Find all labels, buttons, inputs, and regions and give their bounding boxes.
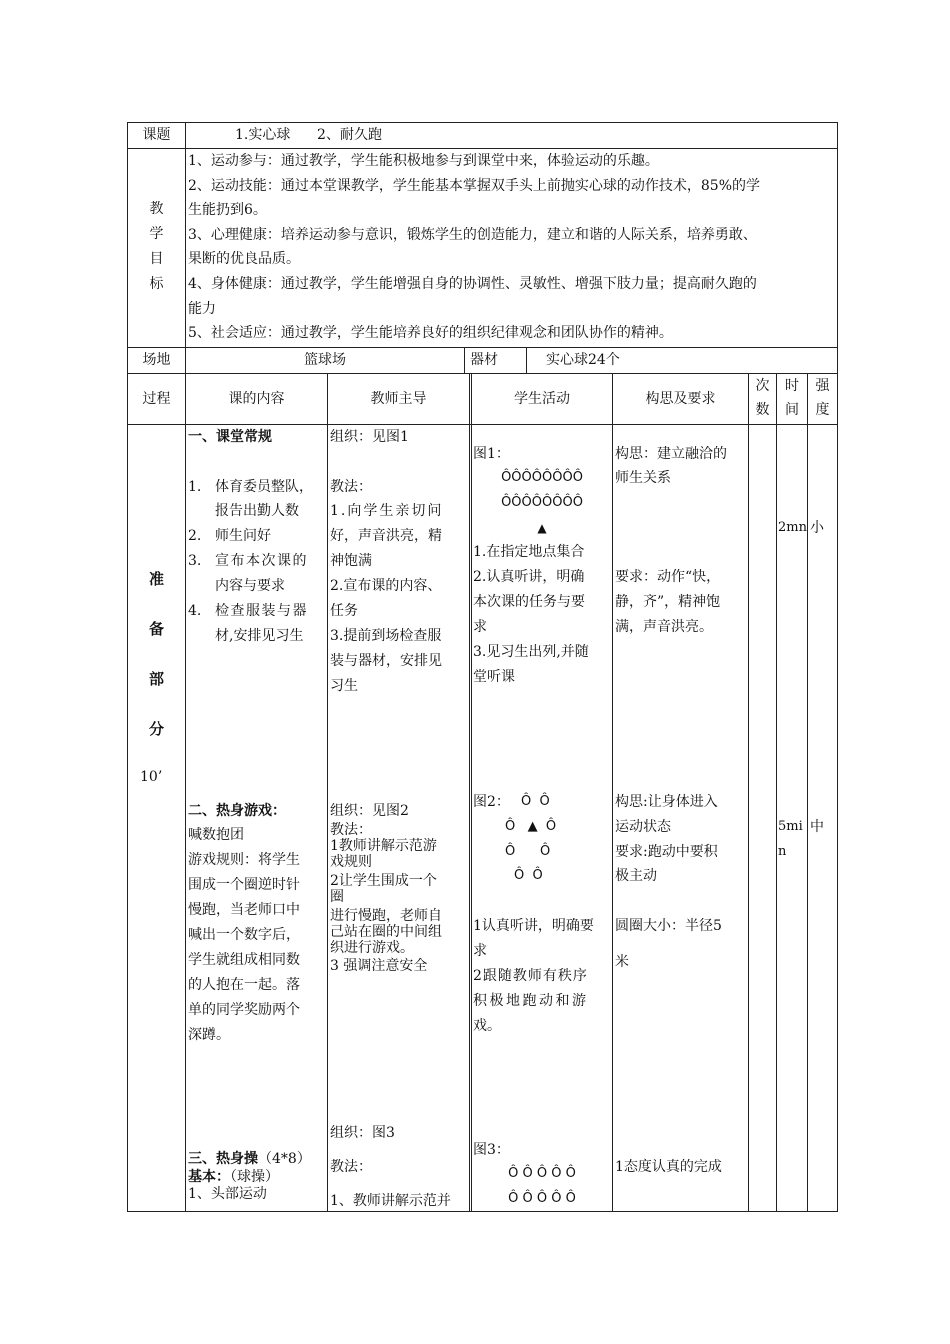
- equipment-label: 器材: [470, 352, 498, 368]
- topic-label: 课题: [142, 127, 171, 143]
- col-process: 过程: [142, 391, 171, 407]
- section-char: 备: [148, 620, 164, 638]
- goal-line: 1、运动参与：通过教学，学生能积极地参与到课堂中来，体验运动的乐趣。: [188, 153, 659, 169]
- part2-body-line: 深蹲。: [188, 1027, 230, 1043]
- part1-item-num: 1.: [188, 479, 202, 495]
- part2-teacher-line: 教法：: [330, 822, 372, 838]
- col-duration-2: 间: [785, 402, 799, 418]
- part1-student-line: 本次课的任务与要: [473, 594, 585, 610]
- part2-title: 二、热身游戏：: [188, 803, 286, 819]
- part2-body-line: 的人抱在一起。落: [188, 977, 300, 993]
- part2-body-line: 喊出一个数字后，: [188, 927, 300, 943]
- part3-item: 1、头部运动: [188, 1186, 267, 1202]
- col-intensity-2: 度: [815, 402, 830, 418]
- part1-teacher-line: 2.宣布课的内容、: [330, 578, 442, 594]
- part2-teacher-line: 进行慢跑，老师自: [330, 908, 442, 924]
- goal-line: 4、身体健康：通过教学，学生能增强自身的协调性、灵敏性、增强下肢力量；提高耐久跑的: [188, 275, 757, 292]
- part2-student-line: 戏。: [473, 1018, 501, 1034]
- part1-requirement-line: 满，声音洪亮。: [615, 619, 713, 635]
- table-line: [748, 373, 749, 1212]
- goal-line: 5、社会适应：通过教学，学生能培养良好的组织纪律观念和团队协作的精神。: [188, 325, 673, 342]
- goals-text: [188, 151, 836, 348]
- part1-intensity: 小: [810, 520, 824, 536]
- part2-body-line: 单的同学奖励两个: [188, 1002, 300, 1018]
- part3-idea: 1态度认真的完成: [615, 1159, 722, 1175]
- part1-teacher-line: 教法：: [330, 479, 372, 495]
- part1-teacher-line: 任务: [330, 603, 358, 619]
- venue-label: 场地: [142, 352, 171, 368]
- figure2-row: Ô Ô: [521, 794, 550, 809]
- table-line: [837, 122, 838, 1212]
- part1-student-line: 3.见习生出列,并随: [473, 644, 589, 660]
- goals-label-char: 学: [149, 226, 164, 242]
- part1-item-num: 3.: [188, 553, 202, 569]
- part1-item-text: 材,安排见习生: [215, 628, 304, 644]
- part1-item-text: 检查服装与器: [215, 603, 308, 619]
- part3-teacher-org: 组织：图3: [330, 1125, 395, 1141]
- part3-basic-extra: （球操）: [230, 1169, 279, 1185]
- part2-body-line: 慢跑，当老师口中: [188, 902, 300, 918]
- part1-teacher-line: 神饱满: [330, 553, 372, 569]
- table-line: [327, 373, 328, 1212]
- part1-teacher-line: 组织：见图1: [330, 429, 409, 445]
- equipment-value: 实心球24个: [546, 352, 620, 368]
- part3-basic: [188, 1169, 279, 1185]
- part1-item-num: 4.: [188, 603, 202, 619]
- col-content: 课的内容: [228, 391, 285, 407]
- part1-teacher-line: 习生: [330, 678, 358, 694]
- part2-teacher-line: 圈: [330, 889, 344, 905]
- part2-circle-line: 圆圈大小：半径5: [615, 918, 722, 934]
- part1-teacher-line: 3.提前到场检查服: [330, 628, 442, 644]
- col-intensity-1: 强: [815, 378, 830, 394]
- goal-line: 能力: [188, 300, 216, 317]
- goals-label-char: 目: [149, 251, 164, 267]
- part1-requirement-line: 静，齐”，精神饱: [615, 594, 721, 610]
- col-teacher: 教师主导: [370, 391, 427, 407]
- col-times-2: 数: [755, 402, 770, 418]
- goal-line: 3、心理健康：培养运动参与意识，锻炼学生的创造能力，建立和谐的人际关系，培养勇敢、: [188, 226, 757, 243]
- part1-student-line: 求: [473, 619, 487, 635]
- part2-idea-line: 运动状态: [615, 819, 671, 835]
- part2-idea-line: 极主动: [615, 868, 657, 884]
- section-char: 准: [148, 570, 164, 588]
- part2-teacher-line: 1教师讲解示范游: [330, 838, 437, 854]
- part2-idea-line: 构思:让身体进入: [615, 794, 718, 810]
- topic-value: 1.实心球 2、耐久跑: [235, 127, 382, 143]
- part2-student-line: 积极地跑动和游: [473, 993, 589, 1009]
- goals-label-char: 教: [149, 201, 164, 217]
- table-line: [185, 373, 186, 1212]
- part1-teacher-line: 装与器材，安排见: [330, 653, 442, 669]
- table-line: [127, 1211, 838, 1212]
- figure3-row: Ô Ô Ô Ô Ô: [508, 1166, 576, 1181]
- part2-student-line: 1认真听讲，明确要: [473, 918, 594, 934]
- part1-teacher-line: 好，声音洪亮，精: [330, 528, 442, 544]
- figure1-row: ÔÔÔÔÔÔÔÔ: [501, 470, 583, 485]
- part2-teacher-line: 3 强调注意安全: [330, 958, 428, 974]
- part3-title-main: 三、热身操: [188, 1151, 258, 1167]
- part2-duration: 5mi: [778, 819, 803, 834]
- venue-value: 篮球场: [304, 352, 346, 368]
- table-line: [526, 347, 527, 374]
- part2-idea-line: 要求:跑动中要积: [615, 844, 718, 860]
- table-line: [469, 373, 470, 1212]
- teacher-marker-icon: ▲: [537, 521, 547, 535]
- part2-teacher-line: 2让学生围成一个: [330, 873, 437, 889]
- goal-line: 生能扔到6。: [188, 202, 267, 219]
- section-char: 部: [148, 670, 164, 688]
- part1-item-text: 体育委员整队，: [215, 479, 313, 495]
- part2-body-line: 围成一个圈逆时针: [188, 877, 300, 893]
- goals-label: [128, 200, 185, 300]
- part3-teacher-method: 教法：: [330, 1159, 372, 1175]
- part1-item-text: 师生问好: [215, 528, 271, 544]
- goal-line: 2、运动技能：通过本堂课教学，学生能基本掌握双手头上前抛实心球的动作技术，85%的学: [188, 177, 761, 194]
- part2-body-line: 喊数抱团: [188, 827, 244, 843]
- part2-teacher-line: 己站在圈的中间组: [330, 924, 442, 940]
- figure1-row: ÔÔÔÔÔÔÔÔ: [501, 495, 583, 510]
- col-duration-1: 时: [785, 378, 799, 394]
- part1-student-line: 1.在指定地点集合: [473, 544, 585, 560]
- part3-basic-label: 基本：: [188, 1169, 230, 1185]
- part3-title: [188, 1150, 311, 1168]
- figure3-label: 图3：: [473, 1142, 510, 1158]
- part1-item-text: 报告出勤人数: [215, 503, 299, 519]
- table-line: [127, 148, 838, 149]
- goal-line: 果断的优良品质。: [188, 251, 300, 268]
- col-student: 学生活动: [514, 391, 570, 407]
- table-line: [612, 373, 613, 1212]
- table-line: [776, 373, 777, 1212]
- part1-title: 一、课堂常规: [188, 429, 272, 445]
- part1-requirement-line: 要求：动作“快，: [615, 569, 721, 585]
- col-idea: 构思及要求: [645, 391, 716, 407]
- goals-label-char: 标: [149, 276, 164, 292]
- part1-student-line: 2.认真听讲，明确: [473, 569, 585, 585]
- part2-student-line: 求: [473, 943, 487, 959]
- part1-idea-line: 师生关系: [615, 470, 671, 486]
- col-times-1: 次: [755, 378, 770, 394]
- part1-item-text: 宣布本次课的: [215, 553, 308, 569]
- part3-teacher-line: 1、教师讲解示范并: [330, 1193, 451, 1209]
- figure3-row: Ô Ô Ô Ô Ô: [508, 1191, 576, 1206]
- table-line: [127, 122, 838, 123]
- part1-item-text: 内容与要求: [215, 578, 285, 594]
- part1-item-num: 2.: [188, 528, 202, 544]
- section-minutes: 10’: [140, 769, 163, 785]
- part2-student-line: 2跟随教师有秩序: [473, 968, 588, 984]
- part2-circle-line: 米: [615, 954, 629, 970]
- figure2-row: Ô ▲ Ô: [505, 819, 557, 834]
- part2-duration: n: [778, 844, 787, 859]
- figure1-label: 图1：: [473, 446, 510, 462]
- table-line: [127, 373, 838, 374]
- part2-intensity: 中: [810, 819, 824, 835]
- part1-teacher-line: 1.向学生亲切问: [330, 503, 444, 519]
- part2-teacher-line: 戏规则: [330, 854, 372, 870]
- part2-teacher-line: 组织：见图2: [330, 803, 409, 819]
- part3-title-extra: （4*8）: [258, 1151, 311, 1167]
- part1-idea-line: 构思：建立融洽的: [615, 446, 727, 462]
- figure2-label: 图2：: [473, 794, 510, 810]
- figure2-row: Ô Ô: [514, 868, 543, 883]
- part2-teacher-line: 织进行游戏。: [330, 940, 414, 956]
- part2-body-line: 学生就组成相同数: [188, 952, 300, 968]
- part2-body-line: 游戏规则：将学生: [188, 852, 300, 868]
- table-line: [185, 122, 186, 374]
- section-char: 分: [148, 720, 164, 738]
- figure2-row: Ô Ô: [505, 844, 551, 859]
- table-line: [127, 424, 838, 425]
- part1-duration: 2mn: [778, 520, 807, 535]
- part1-student-line: 堂听课: [473, 669, 515, 685]
- table-line: [807, 373, 808, 1212]
